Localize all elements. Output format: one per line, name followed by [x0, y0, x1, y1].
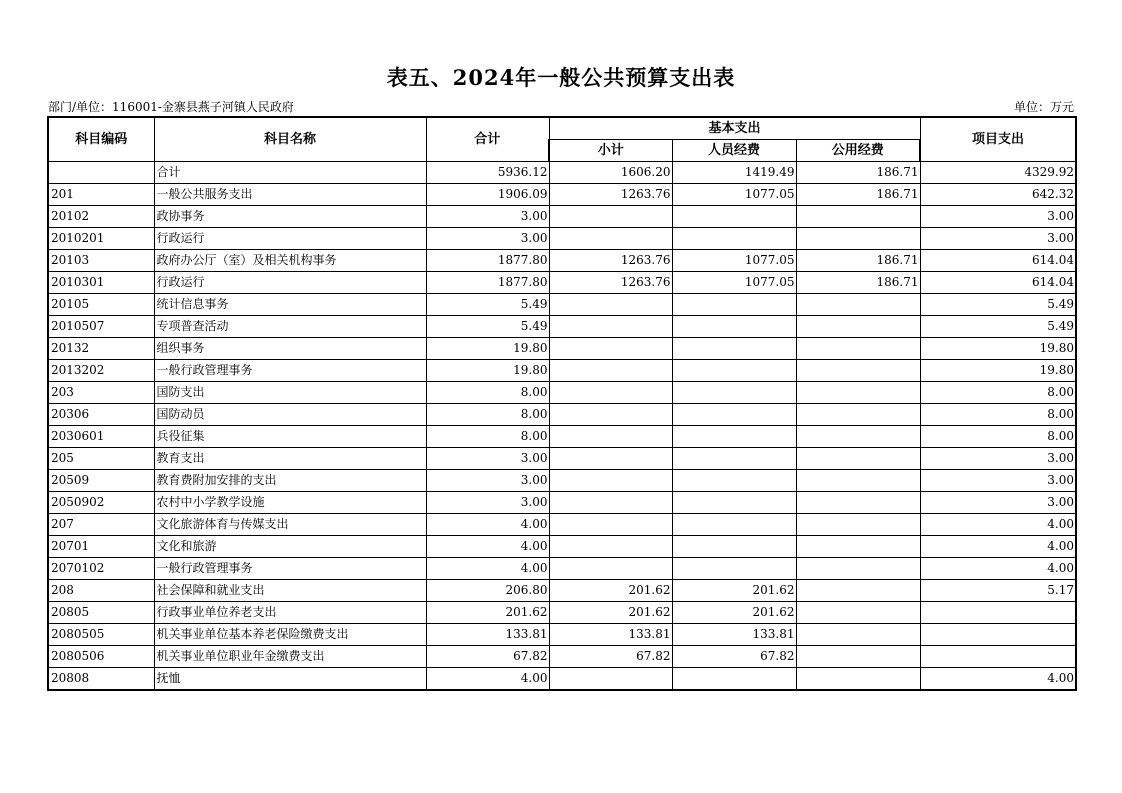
table-row	[48, 602, 1076, 624]
cell-project: 19.80	[920, 338, 1076, 360]
table-row	[48, 426, 1076, 448]
table-row	[48, 316, 1076, 338]
table-row	[48, 382, 1076, 404]
cell-total: 3.00	[426, 492, 549, 514]
cell-personnel: 1077.05	[672, 272, 796, 294]
header-code: 科目编码	[48, 117, 154, 162]
cell-public: 186.71	[796, 162, 920, 184]
cell-project: 3.00	[920, 448, 1076, 470]
cell-total: 4.00	[426, 558, 549, 580]
cell-name: 一般公共服务支出	[154, 184, 426, 206]
table-row	[48, 162, 1076, 184]
table-row	[48, 580, 1076, 602]
header-public: 公用经费	[796, 140, 920, 162]
cell-name: 政府办公厅（室）及相关机构事务	[154, 250, 426, 272]
budget-table	[47, 116, 1077, 691]
table-row	[48, 272, 1076, 294]
cell-subtotal: 1263.76	[549, 184, 672, 206]
cell-total: 8.00	[426, 404, 549, 426]
cell-project	[920, 646, 1076, 668]
cell-public	[796, 360, 920, 382]
cell-total: 5.49	[426, 294, 549, 316]
cell-subtotal: 1263.76	[549, 250, 672, 272]
cell-public	[796, 338, 920, 360]
cell-total: 3.00	[426, 448, 549, 470]
cell-personnel	[672, 470, 796, 492]
cell-name: 政协事务	[154, 206, 426, 228]
cell-public	[796, 492, 920, 514]
cell-subtotal	[549, 492, 672, 514]
cell-name: 教育费附加安排的支出	[154, 470, 426, 492]
page-title: 表五、2024年一般公共预算支出表	[386, 65, 736, 90]
cell-subtotal	[549, 558, 672, 580]
cell-project: 3.00	[920, 470, 1076, 492]
cell-code: 2010507	[48, 316, 154, 338]
table-row	[48, 492, 1076, 514]
header-personnel: 人员经费	[672, 140, 796, 162]
cell-total: 4.00	[426, 668, 549, 691]
cell-name: 统计信息事务	[154, 294, 426, 316]
cell-name: 兵役征集	[154, 426, 426, 448]
table-row	[48, 448, 1076, 470]
cell-public	[796, 624, 920, 646]
header-project: 项目支出	[920, 117, 1076, 162]
cell-subtotal: 1606.20	[549, 162, 672, 184]
cell-personnel	[672, 338, 796, 360]
cell-personnel: 1419.49	[672, 162, 796, 184]
cell-personnel: 1077.05	[672, 250, 796, 272]
cell-code: 20132	[48, 338, 154, 360]
cell-public	[796, 206, 920, 228]
cell-subtotal	[549, 536, 672, 558]
cell-subtotal	[549, 382, 672, 404]
cell-project: 8.00	[920, 426, 1076, 448]
cell-name: 专项普查活动	[154, 316, 426, 338]
cell-total: 1906.09	[426, 184, 549, 206]
cell-subtotal	[549, 294, 672, 316]
cell-total: 5936.12	[426, 162, 549, 184]
cell-total: 4.00	[426, 536, 549, 558]
header-name: 科目名称	[154, 117, 426, 162]
table-row	[48, 536, 1076, 558]
cell-project	[920, 602, 1076, 624]
cell-code: 2080505	[48, 624, 154, 646]
cell-subtotal	[549, 316, 672, 338]
table-row	[48, 360, 1076, 382]
cell-code: 20102	[48, 206, 154, 228]
cell-name: 合计	[154, 162, 426, 184]
cell-code: 203	[48, 382, 154, 404]
cell-code: 208	[48, 580, 154, 602]
cell-public	[796, 558, 920, 580]
cell-personnel	[672, 316, 796, 338]
cell-personnel: 133.81	[672, 624, 796, 646]
cell-project: 5.17	[920, 580, 1076, 602]
cell-code: 2080506	[48, 646, 154, 668]
cell-name: 行政运行	[154, 228, 426, 250]
cell-project: 5.49	[920, 294, 1076, 316]
cell-public	[796, 602, 920, 624]
cell-project: 614.04	[920, 272, 1076, 294]
cell-total: 3.00	[426, 206, 549, 228]
cell-project: 19.80	[920, 360, 1076, 382]
cell-subtotal: 201.62	[549, 602, 672, 624]
cell-personnel	[672, 360, 796, 382]
cell-project: 3.00	[920, 492, 1076, 514]
cell-name: 一般行政管理事务	[154, 360, 426, 382]
cell-project: 8.00	[920, 404, 1076, 426]
cell-code: 20808	[48, 668, 154, 691]
cell-subtotal	[549, 426, 672, 448]
cell-personnel	[672, 294, 796, 316]
cell-public	[796, 668, 920, 691]
cell-personnel	[672, 404, 796, 426]
cell-total: 3.00	[426, 228, 549, 250]
cell-total: 201.62	[426, 602, 549, 624]
cell-project: 642.32	[920, 184, 1076, 206]
table-row	[48, 668, 1076, 691]
cell-subtotal: 201.62	[549, 580, 672, 602]
table-row	[48, 404, 1076, 426]
cell-total: 1877.80	[426, 250, 549, 272]
cell-code: 2013202	[48, 360, 154, 382]
cell-code: 2050902	[48, 492, 154, 514]
table-row	[48, 514, 1076, 536]
header-total: 合计	[426, 117, 549, 162]
table-row	[48, 646, 1076, 668]
cell-public	[796, 536, 920, 558]
cell-code: 20805	[48, 602, 154, 624]
table-row	[48, 206, 1076, 228]
cell-project: 4329.92	[920, 162, 1076, 184]
cell-total: 8.00	[426, 426, 549, 448]
cell-name: 机关事业单位基本养老保险缴费支出	[154, 624, 426, 646]
table-row	[48, 294, 1076, 316]
table-row	[48, 558, 1076, 580]
cell-code: 2010301	[48, 272, 154, 294]
cell-total: 206.80	[426, 580, 549, 602]
cell-public	[796, 514, 920, 536]
cell-code: 201	[48, 184, 154, 206]
cell-code: 2070102	[48, 558, 154, 580]
cell-personnel: 1077.05	[672, 184, 796, 206]
header-row-1	[48, 117, 1076, 140]
cell-code: 20103	[48, 250, 154, 272]
cell-personnel	[672, 228, 796, 250]
cell-public	[796, 382, 920, 404]
cell-total: 8.00	[426, 382, 549, 404]
cell-personnel: 67.82	[672, 646, 796, 668]
cell-code: 205	[48, 448, 154, 470]
table-row	[48, 250, 1076, 272]
cell-subtotal: 133.81	[549, 624, 672, 646]
cell-personnel	[672, 668, 796, 691]
cell-name: 农村中小学教学设施	[154, 492, 426, 514]
cell-project: 5.49	[920, 316, 1076, 338]
cell-subtotal	[549, 206, 672, 228]
cell-public	[796, 646, 920, 668]
cell-public	[796, 404, 920, 426]
table-row	[48, 184, 1076, 206]
department-label: 部门/单位：116001-金寨县燕子河镇人民政府	[48, 100, 294, 114]
cell-name: 组织事务	[154, 338, 426, 360]
cell-project: 4.00	[920, 668, 1076, 691]
cell-personnel	[672, 426, 796, 448]
cell-subtotal	[549, 448, 672, 470]
cell-public	[796, 448, 920, 470]
cell-subtotal	[549, 470, 672, 492]
cell-subtotal	[549, 338, 672, 360]
cell-project: 3.00	[920, 206, 1076, 228]
cell-personnel	[672, 536, 796, 558]
cell-total: 19.80	[426, 360, 549, 382]
cell-subtotal	[549, 668, 672, 691]
cell-total: 4.00	[426, 514, 549, 536]
cell-project: 8.00	[920, 382, 1076, 404]
cell-subtotal	[549, 228, 672, 250]
cell-name: 行政运行	[154, 272, 426, 294]
cell-name: 抚恤	[154, 668, 426, 691]
cell-name: 社会保障和就业支出	[154, 580, 426, 602]
cell-total: 19.80	[426, 338, 549, 360]
cell-total: 3.00	[426, 470, 549, 492]
cell-personnel	[672, 492, 796, 514]
header-subtotal: 小计	[549, 140, 672, 162]
cell-personnel	[672, 382, 796, 404]
cell-name: 国防动员	[154, 404, 426, 426]
cell-public: 186.71	[796, 250, 920, 272]
cell-personnel	[672, 206, 796, 228]
cell-personnel: 201.62	[672, 602, 796, 624]
cell-public	[796, 580, 920, 602]
cell-code	[48, 162, 154, 184]
budget-table-body	[48, 162, 1076, 691]
cell-public	[796, 228, 920, 250]
cell-name: 一般行政管理事务	[154, 558, 426, 580]
cell-subtotal: 1263.76	[549, 272, 672, 294]
cell-code: 207	[48, 514, 154, 536]
cell-total: 67.82	[426, 646, 549, 668]
cell-code: 2030601	[48, 426, 154, 448]
table-row	[48, 228, 1076, 250]
cell-total: 133.81	[426, 624, 549, 646]
cell-subtotal	[549, 360, 672, 382]
cell-total: 5.49	[426, 316, 549, 338]
cell-name: 国防支出	[154, 382, 426, 404]
cell-subtotal	[549, 404, 672, 426]
cell-public	[796, 470, 920, 492]
cell-code: 20306	[48, 404, 154, 426]
unit-label: 单位：万元	[1013, 100, 1074, 114]
cell-public: 186.71	[796, 272, 920, 294]
cell-personnel	[672, 558, 796, 580]
cell-public	[796, 426, 920, 448]
cell-name: 行政事业单位养老支出	[154, 602, 426, 624]
cell-code: 20701	[48, 536, 154, 558]
cell-public	[796, 294, 920, 316]
cell-personnel: 201.62	[672, 580, 796, 602]
cell-project: 614.04	[920, 250, 1076, 272]
cell-personnel	[672, 514, 796, 536]
header-basic: 基本支出	[549, 117, 920, 140]
cell-name: 机关事业单位职业年金缴费支出	[154, 646, 426, 668]
cell-public	[796, 316, 920, 338]
cell-project	[920, 624, 1076, 646]
cell-public: 186.71	[796, 184, 920, 206]
cell-name: 文化旅游体育与传媒支出	[154, 514, 426, 536]
cell-total: 1877.80	[426, 272, 549, 294]
cell-subtotal: 67.82	[549, 646, 672, 668]
cell-project: 4.00	[920, 536, 1076, 558]
cell-name: 教育支出	[154, 448, 426, 470]
cell-code: 20509	[48, 470, 154, 492]
cell-personnel	[672, 448, 796, 470]
cell-project: 3.00	[920, 228, 1076, 250]
cell-project: 4.00	[920, 558, 1076, 580]
cell-project: 4.00	[920, 514, 1076, 536]
table-row	[48, 338, 1076, 360]
cell-code: 2010201	[48, 228, 154, 250]
table-row	[48, 470, 1076, 492]
table-row	[48, 624, 1076, 646]
cell-code: 20105	[48, 294, 154, 316]
cell-name: 文化和旅游	[154, 536, 426, 558]
cell-subtotal	[549, 514, 672, 536]
